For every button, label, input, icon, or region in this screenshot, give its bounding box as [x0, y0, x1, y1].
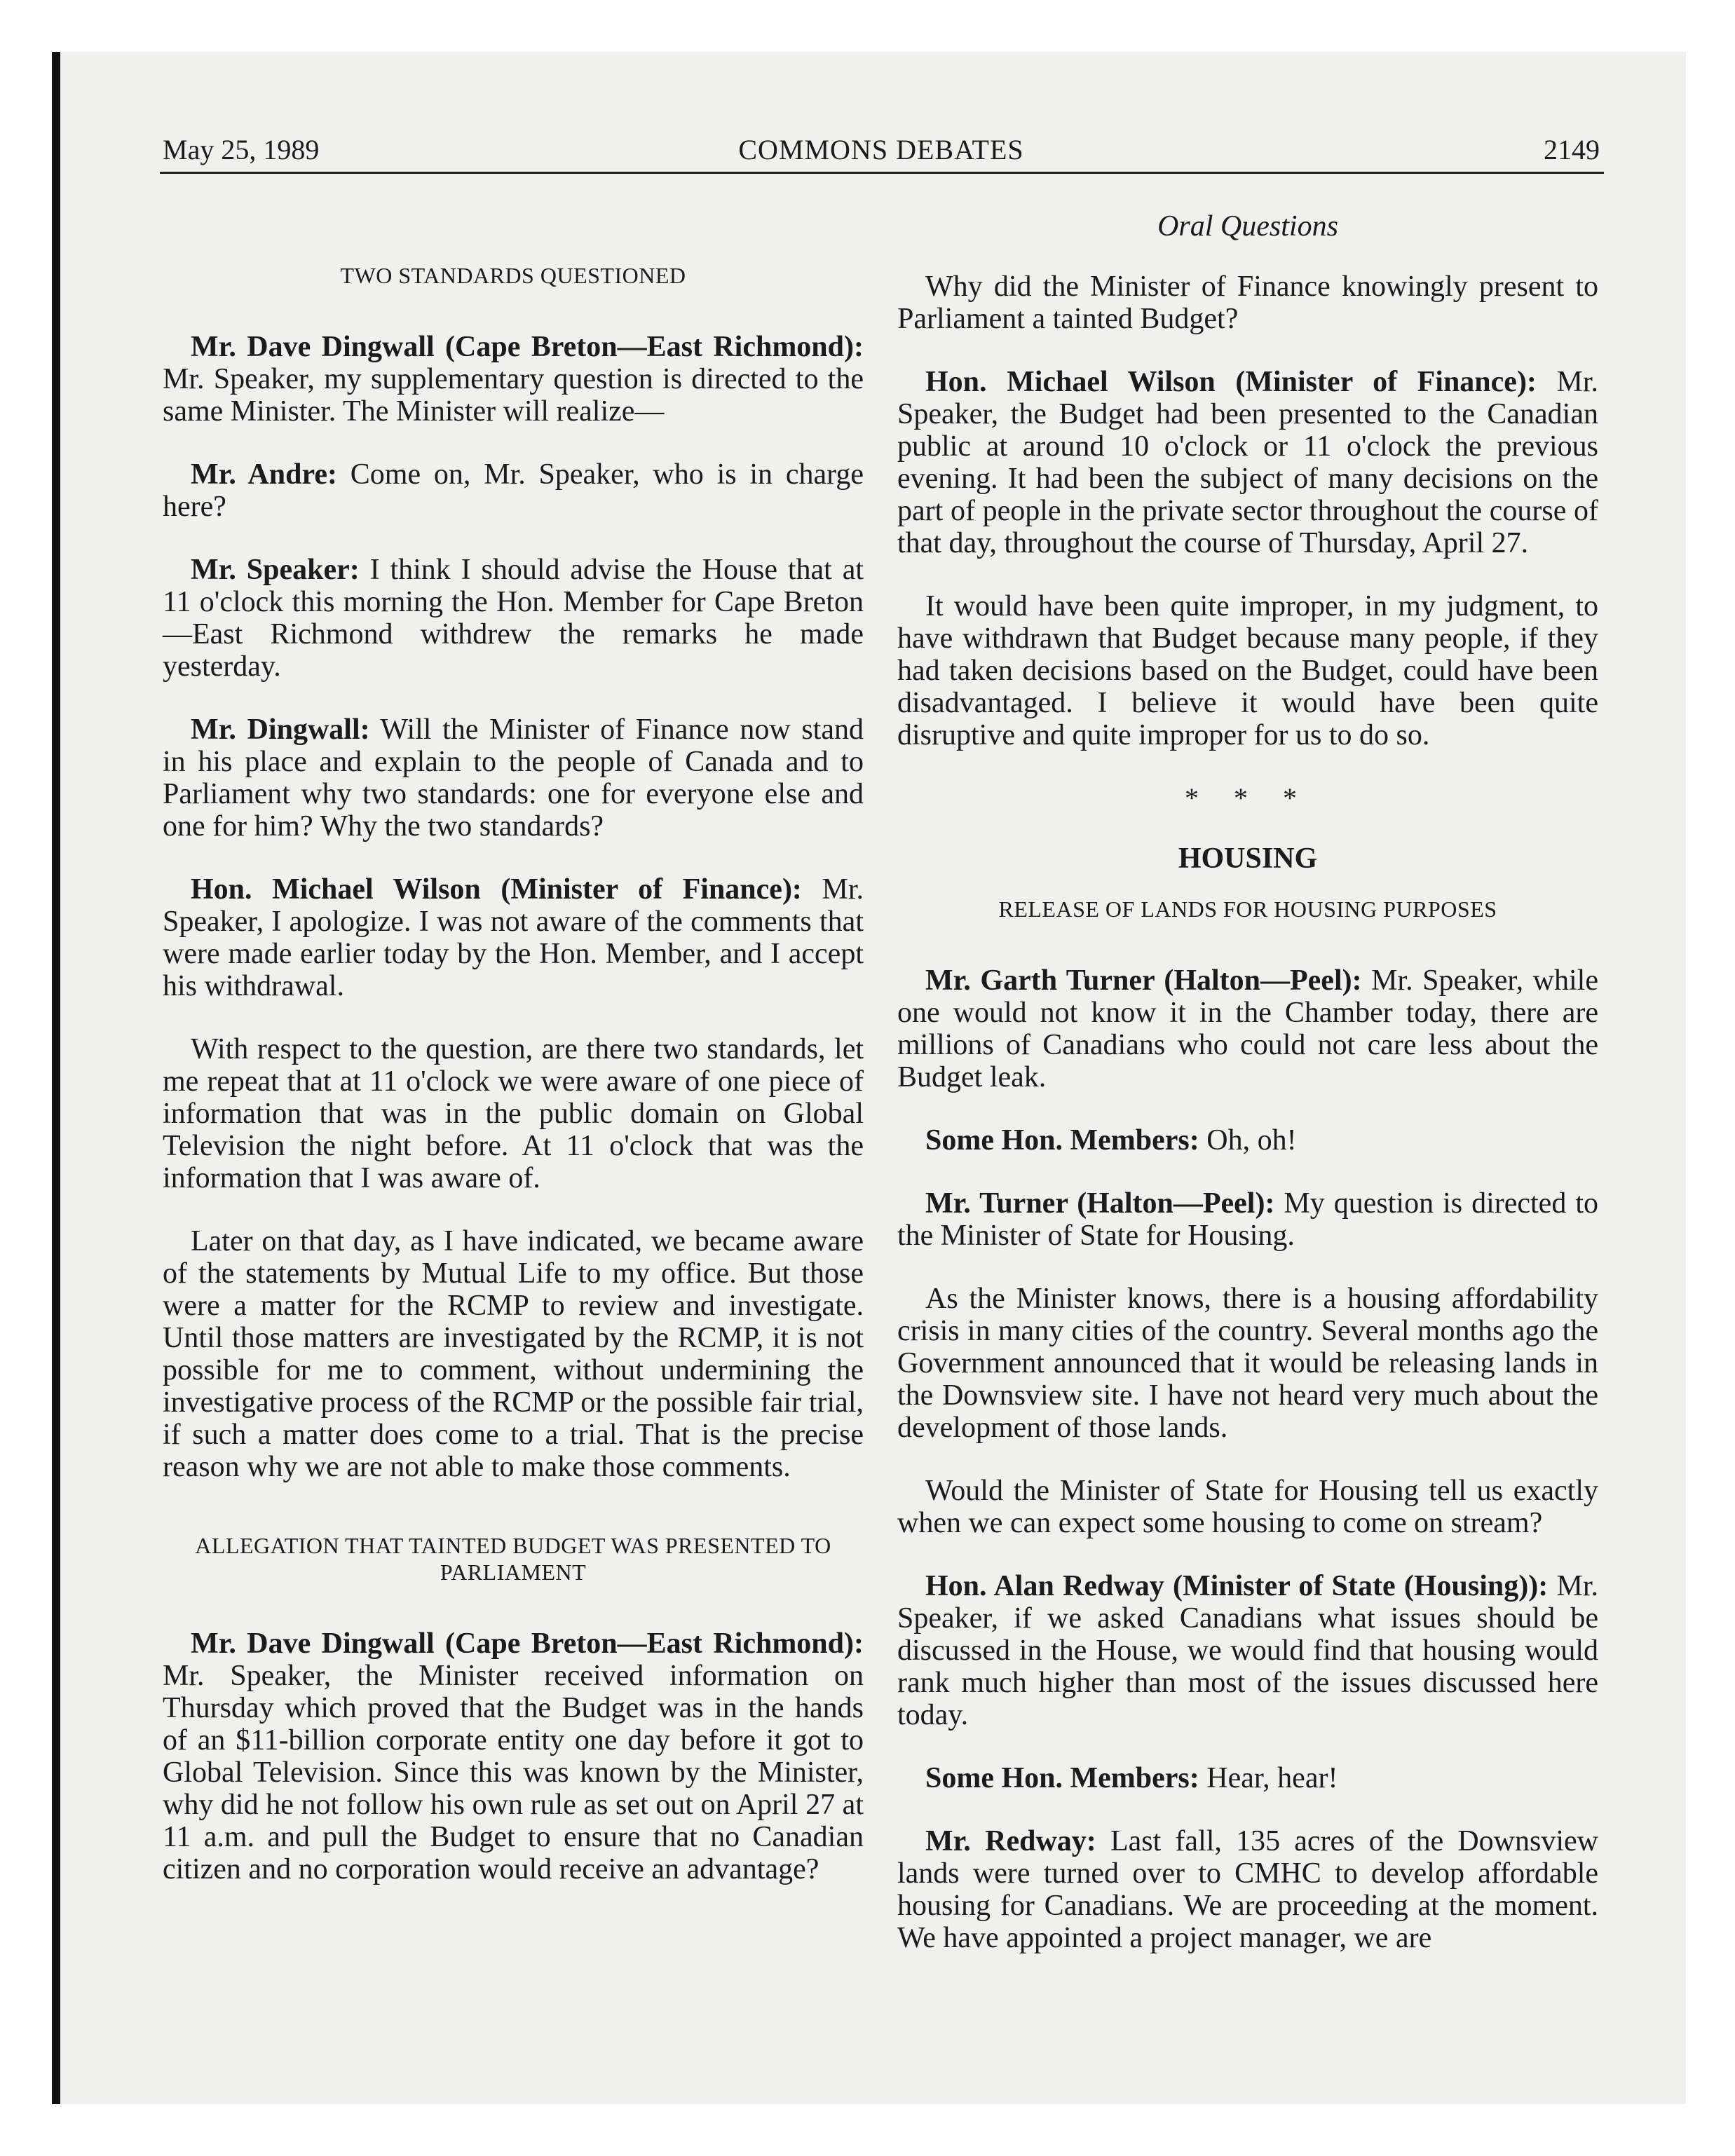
paragraph [897, 1124, 1598, 1157]
paragraph: Later on that day, as I have indicated, we became aware of the statements by Mutual Life to my office. But those were a matter for the RCMP to review and investigate. Until those matters are investigated by the RCMP, it is not possible for me to comment, without undermining the investigative process of the RCMP or the possible fair trial, if such a matter does come to a trial. That is the precise reason why we are not able to make those comments. [163, 1225, 864, 1483]
paragraph [163, 458, 864, 523]
speech-text: Mr. Speaker, if we asked Canadians what issues should be discussed in the House, we would find that housing would rank much higher than most of the issues discussed here today. [897, 1570, 1599, 1731]
paragraph [897, 366, 1598, 559]
speaker-name: Some Hon. Members: [925, 1762, 1199, 1794]
paragraph: Why did the Minister of Finance knowingly present to Parliament a tainted Budget? [897, 271, 1598, 335]
speaker-name: Hon. Alan Redway (Minister of State (Housing)): [925, 1570, 1549, 1602]
speaker-name: Mr. Speaker: [191, 554, 360, 586]
speech-text: Oh, oh! [1199, 1124, 1297, 1157]
speaker-name: Mr. Dave Dingwall (Cape Breton—East Richmond): [191, 331, 864, 363]
section-heading-release-of-lands: RELEASE OF LANDS FOR HOUSING PURPOSES [998, 896, 1497, 922]
page-header [163, 133, 1600, 172]
paragraph [897, 964, 1598, 1093]
header-rule [160, 172, 1604, 174]
paragraph: Would the Minister of State for Housing tell us exactly when we can expect some housing to come on stream? [897, 1475, 1598, 1539]
paragraph [163, 1628, 864, 1885]
section-separator: * * * [1185, 782, 1311, 814]
speech-text: Mr. Speaker, the Budget had been presented to the Canadian public at around 10 o'clock or 11 o'clock the previous evening. It had been the subject of many decisions on the part of people in the private sector throughout the course of that day, throughout the course of Thursday, April 27. [897, 366, 1598, 559]
header-date: May 25, 1989 [163, 134, 320, 165]
speech-text: Mr. Speaker, I apologize. I was not aware of the comments that were made earlier today by the Hon. Member, and I accept his withdrawal. [163, 873, 864, 1002]
paragraph [163, 873, 864, 1002]
scan-edge-shadow [52, 52, 60, 2104]
section-title-housing: HOUSING [1178, 842, 1318, 875]
paragraph: As the Minister knows, there is a housing affordability crisis in many cities of the country. Several months ago the Government announced that it would be releasing lands in the Downsview site. I have not heard very much about the development of those lands. [897, 1283, 1598, 1444]
speech-text: Mr. Speaker, my supplementary question is directed to the same Minister. The Minister will realize— [163, 363, 864, 428]
header-page-number: 2149 [1544, 134, 1600, 165]
speaker-name: Hon. Michael Wilson (Minister of Finance): [191, 873, 802, 906]
speaker-name: Hon. Michael Wilson (Minister of Finance): [925, 366, 1537, 398]
speaker-name: Mr. Dingwall: [191, 714, 370, 746]
speaker-name: Some Hon. Members: [925, 1124, 1199, 1157]
speech-text: My question is directed to the Minister of State for Housing. [897, 1187, 1598, 1252]
speaker-name: Mr. Andre: [191, 458, 337, 491]
header-title: COMMONS DEBATES [738, 134, 1024, 165]
speaker-name: Mr. Garth Turner (Halton—Peel): [925, 964, 1362, 997]
speech-text: Mr. Speaker, the Minister received information on Thursday which proved that the Budget was in the hands of an $11-billion corporate entity one day before it got to Global Television. Since this was known by the Minister, why did he not follow his own rule as set out on April 27 at 11 a.m. and pull the Budget to ensure that no Canadian citizen and no corporation would receive an advantage? [163, 1660, 864, 1885]
speaker-name: Mr. Turner (Halton—Peel): [925, 1187, 1275, 1220]
speaker-name: Mr. Dave Dingwall (Cape Breton—East Richmond): [191, 1628, 864, 1660]
paragraph [163, 554, 864, 683]
paragraph [897, 1570, 1598, 1731]
section-heading-tainted-budget: ALLEGATION THAT TAINTED BUDGET WAS PRESENTED TO PARLIAMENT [195, 1533, 831, 1585]
speech-text: Come on, Mr. Speaker, who is in charge here? [163, 458, 864, 523]
left-column [163, 210, 864, 1916]
speaker-name: Mr. Redway: [925, 1825, 1096, 1857]
paragraph [163, 331, 864, 428]
running-head: Oral Questions [1157, 210, 1338, 243]
paragraph: It would have been quite improper, in my judgment, to have withdrawn that Budget because many people, if they had taken decisions based on the Budget, could have been disadvantaged. I believe it would have been quite disruptive and quite improper for us to do so. [897, 590, 1598, 751]
paragraph [897, 1825, 1598, 1954]
speech-text: Hear, hear! [1199, 1762, 1338, 1794]
speech-text: Last fall, 135 acres of the Downsview lands were turned over to CMHC to develop affordable housing for Canadians. We are proceeding at the moment. We have appointed a project manager, we are [897, 1825, 1599, 1954]
speech-text: I think I should advise the House that at 11 o'clock this morning the Hon. Member for Cape Breton—East Richmond withdrew the remarks he made yesterday. [163, 554, 864, 683]
speech-text: Will the Minister of Finance now stand in his place and explain to the people of Canada and to Parliament why two standards: one for everyone else and one for him? Why the two standards? [163, 714, 864, 842]
paragraph: With respect to the question, are there two standards, let me repeat that at 11 o'clock we were aware of one piece of information that was in the public domain on Global Television the night before. At 11 o'clock that was the information that I was aware of. [163, 1033, 864, 1194]
right-column [897, 210, 1598, 1985]
paragraph [163, 714, 864, 842]
paragraph [897, 1187, 1598, 1252]
section-heading-two-standards: TWO STANDARDS QUESTIONED [340, 263, 686, 288]
paragraph [897, 1762, 1598, 1794]
speech-text: Mr. Speaker, while one would not know it in the Chamber today, there are millions of Canadians who could not care less about the Budget leak. [897, 964, 1598, 1093]
